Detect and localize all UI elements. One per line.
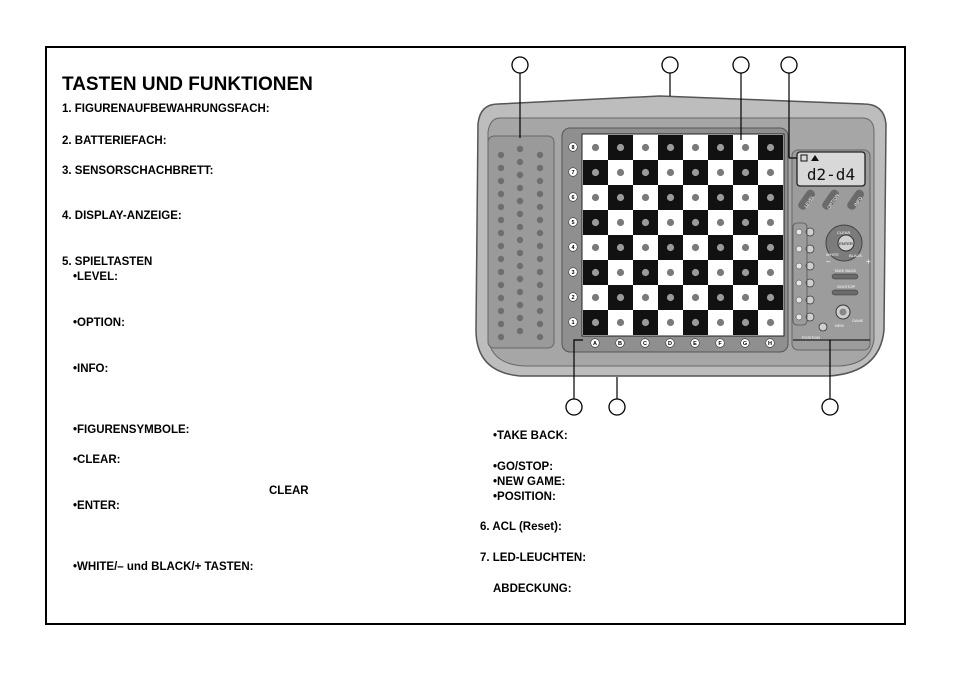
- white-label: WHITE: [826, 252, 839, 257]
- square-led: [667, 319, 674, 326]
- square-led: [767, 194, 774, 201]
- square-led: [742, 294, 749, 301]
- storage-peg: [537, 295, 543, 301]
- storage-peg: [537, 191, 543, 197]
- square-led: [767, 219, 774, 226]
- square-led: [642, 219, 649, 226]
- square-led: [592, 169, 599, 176]
- square-led: [592, 194, 599, 201]
- take-back-button[interactable]: [832, 274, 858, 279]
- storage-peg: [537, 308, 543, 314]
- square-led: [742, 244, 749, 251]
- square-led: [717, 244, 724, 251]
- item-clear-inline: CLEAR: [269, 485, 309, 497]
- storage-peg: [537, 282, 543, 288]
- storage-peg: [498, 269, 504, 275]
- storage-peg: [517, 315, 523, 321]
- storage-peg: [517, 276, 523, 282]
- file-label: D: [668, 341, 672, 347]
- square-led: [692, 244, 699, 251]
- square-led: [592, 294, 599, 301]
- square-led: [667, 144, 674, 151]
- square-led: [742, 144, 749, 151]
- callout-4-circle: [781, 57, 797, 73]
- enter-label: ENTER: [839, 241, 853, 246]
- square-led: [692, 294, 699, 301]
- square-led: [617, 269, 624, 276]
- svg-text:LEVEL: LEVEL: [802, 194, 816, 209]
- piece-icon: [796, 229, 802, 235]
- square-led: [667, 269, 674, 276]
- item-option: • OPTION:: [73, 317, 125, 329]
- square-led: [767, 269, 774, 276]
- storage-peg: [498, 321, 504, 327]
- storage-peg: [498, 178, 504, 184]
- square-led: [617, 294, 624, 301]
- storage-peg: [498, 282, 504, 288]
- square-led: [617, 244, 624, 251]
- go-stop-button[interactable]: [832, 290, 858, 295]
- storage-peg: [517, 263, 523, 269]
- storage-peg: [517, 302, 523, 308]
- rank-label: 4: [571, 245, 575, 251]
- go-stop-label: GO/STOP: [837, 284, 856, 289]
- lcd-move-text: d2-d4: [806, 165, 856, 184]
- piece-icon: [796, 314, 802, 320]
- square-led: [667, 194, 674, 201]
- item-position: • POSITION:: [493, 491, 556, 503]
- storage-peg: [537, 334, 543, 340]
- rank-label: 5: [571, 220, 575, 226]
- storage-peg: [517, 237, 523, 243]
- square-led: [742, 194, 749, 201]
- position-label: POSITION: [802, 336, 821, 340]
- square-led: [642, 194, 649, 201]
- storage-peg: [537, 321, 543, 327]
- callout-3-circle: [733, 57, 749, 73]
- item-clear: • CLEAR:: [73, 454, 120, 466]
- square-led: [592, 144, 599, 151]
- storage-peg: [498, 256, 504, 262]
- square-led: [717, 219, 724, 226]
- chess-computer-illustration: [470, 52, 870, 422]
- page-title: TASTEN UND FUNKTIONEN: [62, 74, 313, 95]
- rank-label: 8: [571, 145, 575, 151]
- item-led: 7. LED-LEUCHTEN:: [480, 552, 587, 564]
- square-led: [742, 219, 749, 226]
- square-led: [742, 269, 749, 276]
- file-label: C: [643, 341, 647, 347]
- callout-7-circle: [822, 399, 838, 415]
- file-label: F: [718, 341, 722, 347]
- callout-5-circle: [566, 399, 582, 415]
- rank-label: 3: [571, 270, 575, 276]
- file-label: B: [618, 341, 622, 347]
- file-label: H: [768, 341, 772, 347]
- storage-peg: [537, 243, 543, 249]
- square-led: [642, 144, 649, 151]
- square-led: [717, 144, 724, 151]
- storage-peg: [517, 159, 523, 165]
- callout-6-circle: [609, 399, 625, 415]
- square-led: [717, 194, 724, 201]
- rank-label: 1: [571, 320, 575, 326]
- piece-icon: [796, 263, 802, 269]
- item-enter: • ENTER:: [73, 500, 120, 512]
- square-led: [717, 269, 724, 276]
- file-label: E: [693, 341, 697, 347]
- storage-peg: [517, 224, 523, 230]
- square-led: [642, 294, 649, 301]
- storage-peg: [537, 152, 543, 158]
- square-led: [642, 244, 649, 251]
- storage-peg: [517, 289, 523, 295]
- storage-peg: [517, 250, 523, 256]
- item-sensorboard: 3. SENSORSCHACHBRETT:: [62, 165, 214, 177]
- item-acl: 6. ACL (Reset):: [480, 521, 562, 533]
- rank-label: 6: [571, 195, 575, 201]
- storage-peg: [517, 198, 523, 204]
- square-led: [617, 144, 624, 151]
- square-led: [742, 169, 749, 176]
- square-led: [742, 319, 749, 326]
- square-led: [692, 144, 699, 151]
- square-led: [667, 244, 674, 251]
- svg-text:OPTION: OPTION: [826, 192, 841, 210]
- square-led: [717, 319, 724, 326]
- square-led: [617, 319, 624, 326]
- square-led: [617, 219, 624, 226]
- storage-peg: [517, 146, 523, 152]
- storage-peg: [498, 334, 504, 340]
- square-led: [692, 169, 699, 176]
- square-led: [642, 169, 649, 176]
- storage-peg: [537, 204, 543, 210]
- item-display: 4. DISPLAY-ANZEIGE:: [62, 210, 182, 222]
- square-led: [642, 269, 649, 276]
- square-led: [717, 294, 724, 301]
- item-gamekeys: 5. SPIELTASTEN: [62, 256, 153, 268]
- square-led: [692, 194, 699, 201]
- item-battery: 2. BATTERIEFACH:: [62, 135, 167, 147]
- storage-peg: [498, 165, 504, 171]
- square-led: [667, 219, 674, 226]
- storage-peg: [537, 230, 543, 236]
- file-label: A: [593, 341, 597, 347]
- storage-peg: [537, 165, 543, 171]
- square-led: [617, 169, 624, 176]
- plus-sign: +: [866, 257, 871, 266]
- rank-label: 2: [571, 295, 575, 301]
- square-led: [767, 294, 774, 301]
- minus-sign: –: [826, 257, 831, 266]
- black-label: BLACK: [849, 253, 863, 258]
- item-piece-symbols: • FIGURENSYMBOLE:: [73, 424, 189, 436]
- item-cover: ABDECKUNG:: [493, 583, 572, 595]
- storage-peg: [517, 185, 523, 191]
- piece-icon: [796, 297, 802, 303]
- item-info: • INFO:: [73, 363, 108, 375]
- item-go-stop: • GO/STOP:: [493, 461, 553, 473]
- rank-label: 7: [571, 170, 575, 176]
- storage-peg: [498, 204, 504, 210]
- board-squares: [583, 135, 783, 335]
- square-led: [642, 319, 649, 326]
- new-game-button-center: [840, 309, 847, 316]
- file-label: G: [742, 341, 748, 347]
- square-led: [592, 244, 599, 251]
- square-led: [692, 319, 699, 326]
- callout-1-circle: [512, 57, 528, 73]
- storage-peg: [517, 172, 523, 178]
- square-led: [692, 269, 699, 276]
- square-led: [667, 294, 674, 301]
- item-new-game: • NEW GAME:: [493, 476, 565, 488]
- item-storage: 1. FIGURENAUFBEWAHRUNGSFACH:: [62, 103, 270, 115]
- take-back-label: TAKE BACK: [834, 268, 857, 273]
- callout-2-circle: [662, 57, 678, 73]
- square-led: [592, 269, 599, 276]
- storage-peg: [537, 269, 543, 275]
- storage-peg: [498, 152, 504, 158]
- square-led: [667, 169, 674, 176]
- storage-peg: [537, 217, 543, 223]
- square-led: [767, 169, 774, 176]
- item-level: • LEVEL:: [73, 271, 118, 283]
- new-label: NEW: [835, 324, 844, 328]
- storage-peg: [498, 295, 504, 301]
- item-white-black: • WHITE/– und BLACK/+ TASTEN:: [73, 561, 253, 573]
- storage-peg: [537, 178, 543, 184]
- storage-peg: [498, 243, 504, 249]
- storage-peg: [517, 328, 523, 334]
- square-led: [717, 169, 724, 176]
- position-button[interactable]: [819, 323, 827, 331]
- square-led: [617, 194, 624, 201]
- square-led: [767, 144, 774, 151]
- square-led: [767, 319, 774, 326]
- storage-peg: [537, 256, 543, 262]
- storage-peg: [498, 191, 504, 197]
- storage-peg: [498, 217, 504, 223]
- square-led: [767, 244, 774, 251]
- square-led: [592, 219, 599, 226]
- svg-text:INFO: INFO: [852, 195, 864, 208]
- square-led: [692, 219, 699, 226]
- clear-label: CLEAR: [837, 230, 851, 235]
- piece-icon: [796, 246, 802, 252]
- storage-peg: [498, 230, 504, 236]
- square-led: [592, 319, 599, 326]
- piece-icon: [796, 280, 802, 286]
- storage-peg: [517, 211, 523, 217]
- item-take-back: • TAKE BACK:: [493, 430, 568, 442]
- game-label: GAME: [852, 319, 864, 323]
- storage-peg: [498, 308, 504, 314]
